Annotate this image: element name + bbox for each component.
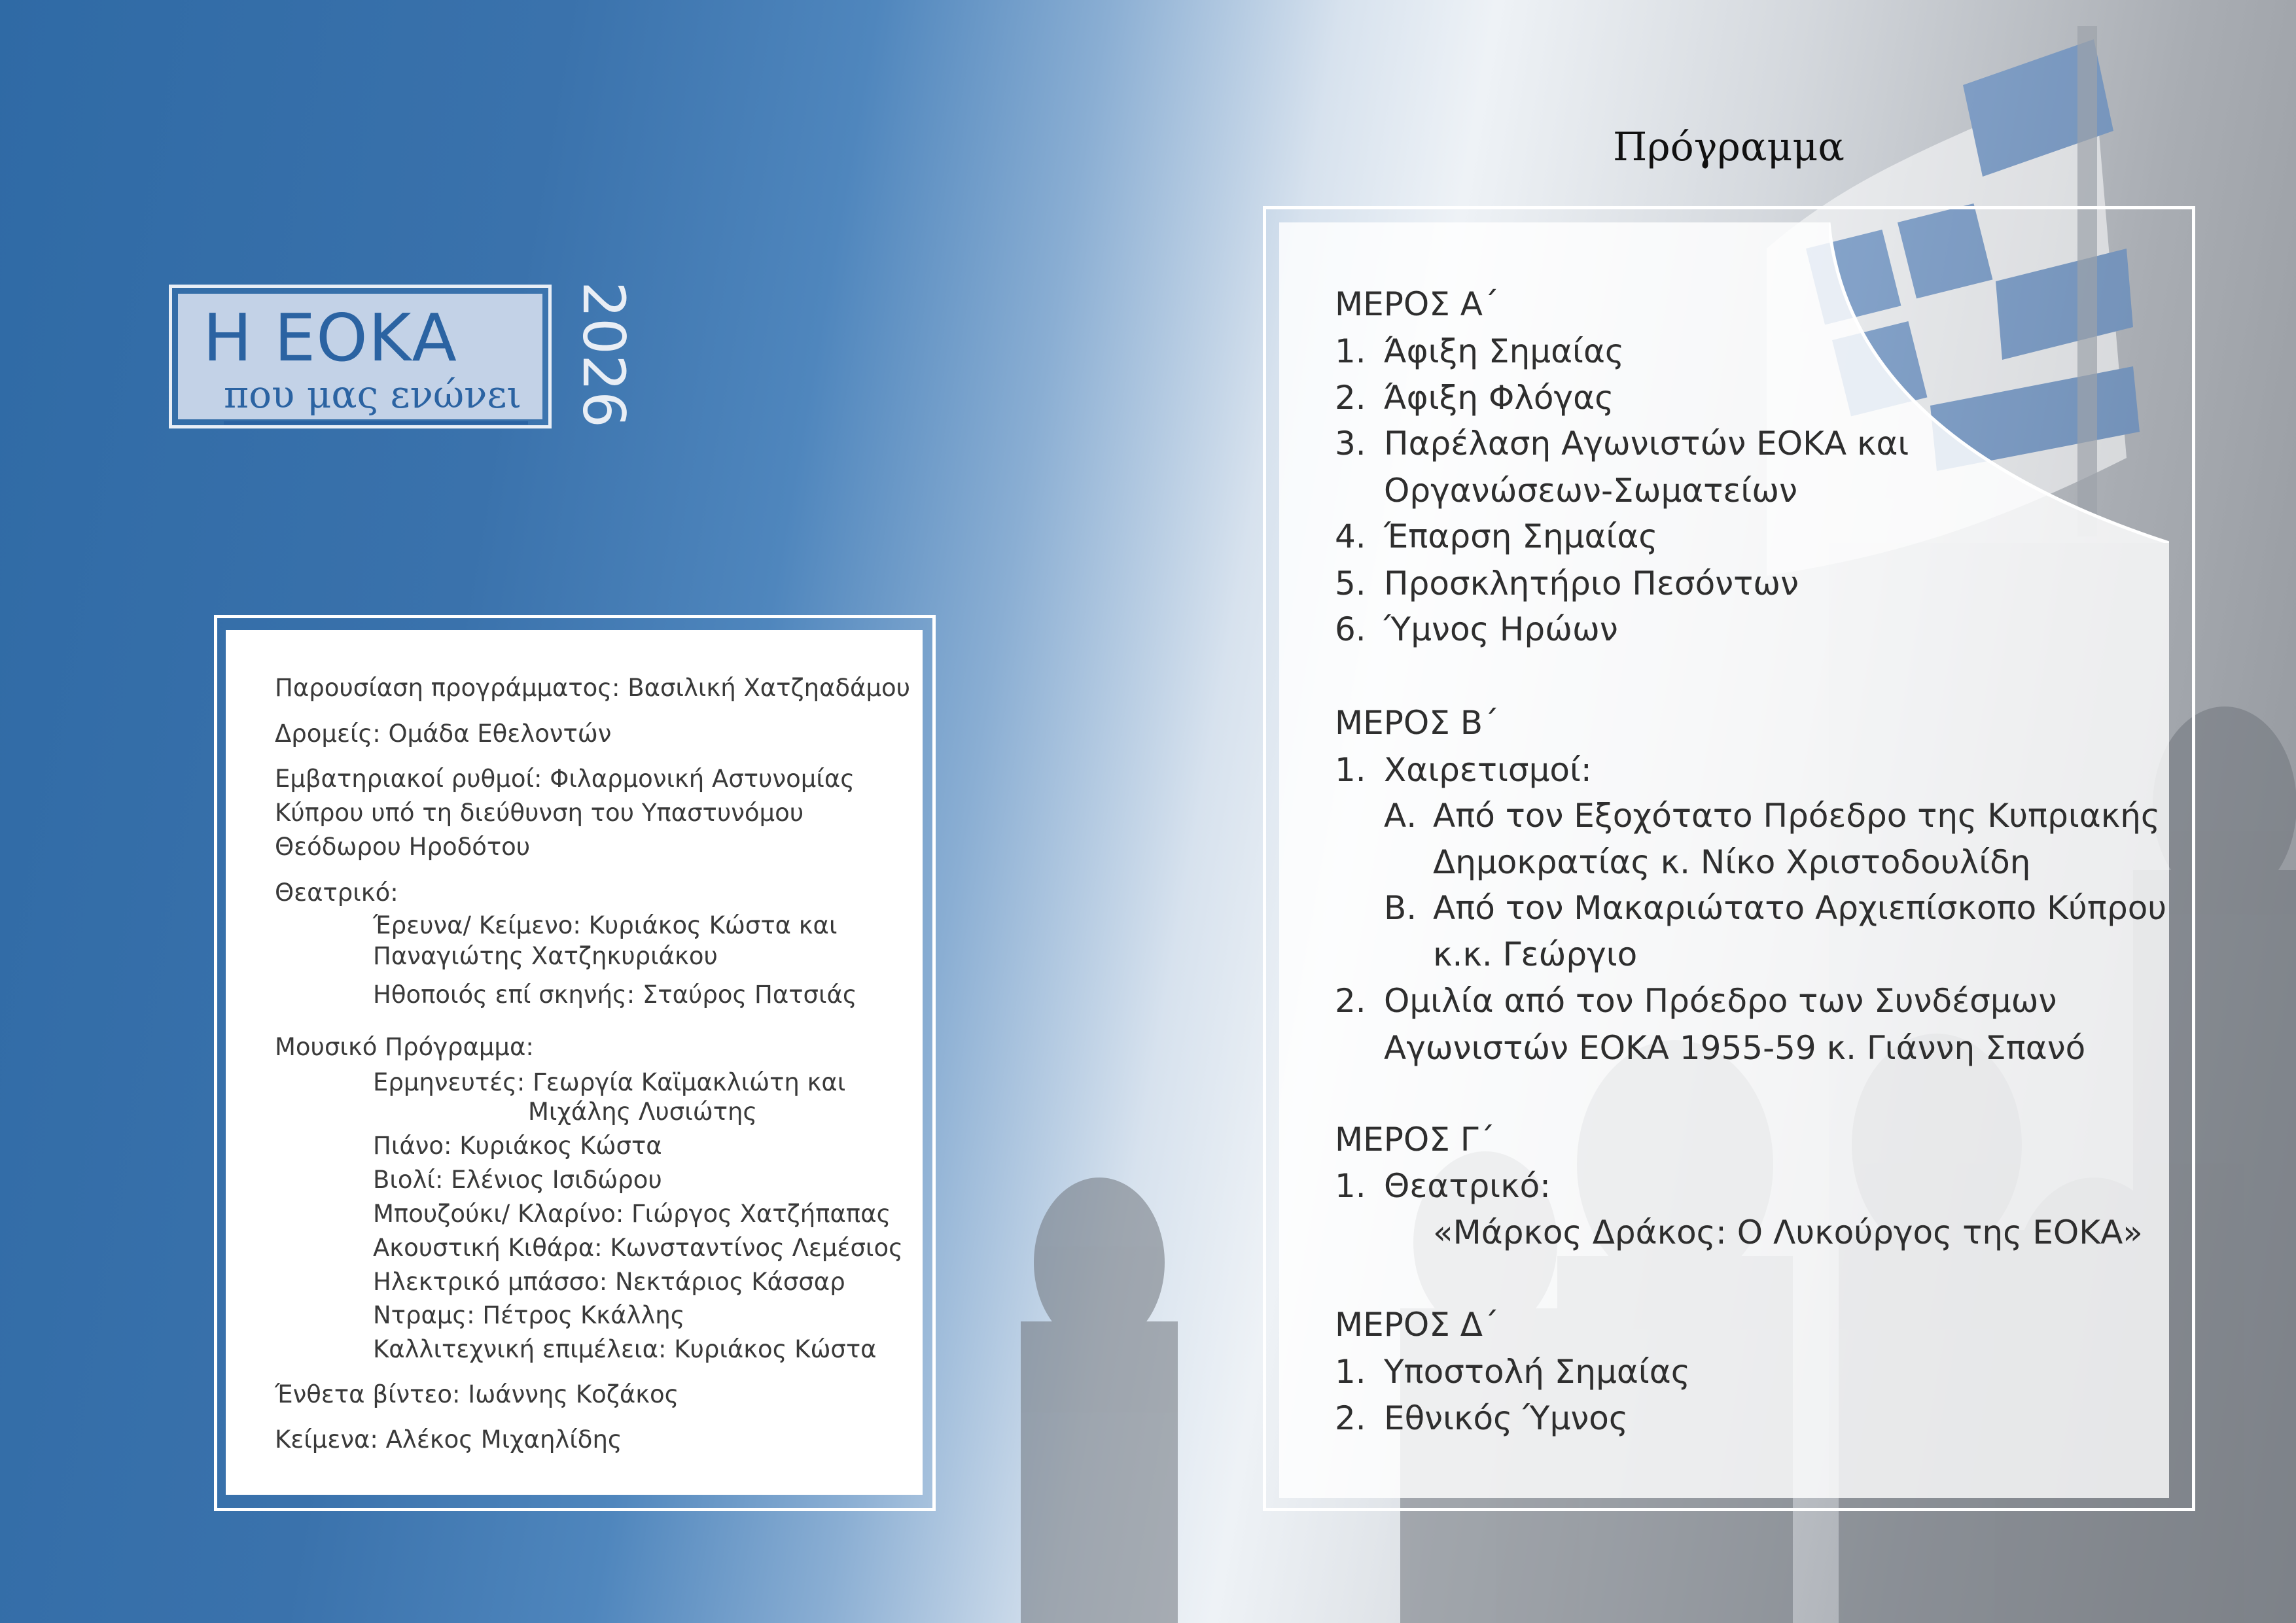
part-b-speech-line2: Αγωνιστών ΕΟΚΑ 1955-59 κ. Γιάννη Σπανό <box>1384 1029 2086 1067</box>
title-logo <box>169 285 552 428</box>
title-main: Η ΕΟΚΑ <box>203 300 457 376</box>
year-label: 2026 <box>570 281 637 428</box>
part-c-label: Θεατρικό: <box>1384 1167 1551 1205</box>
part-b-greeting-b-line2: κ.κ. Γεώργιο <box>1433 935 1638 973</box>
credit-theatre-label: Θεατρικό: <box>275 879 398 907</box>
part-c-play: «Μάρκος Δράκος: Ο Λυκούργος της ΕΟΚΑ» <box>1433 1213 2143 1251</box>
part-a-item-continued: Οργανώσεων-Σωματείων <box>1384 472 1798 510</box>
program-heading: Πρόγραμμα <box>1613 124 1845 170</box>
credit-texts: Κείμενα: Αλέκος Μιχαηλίδης <box>275 1425 622 1454</box>
part-b-greeting-a-line2: Δημοκρατίας κ. Νίκο Χριστοδουλίδη <box>1433 843 2031 881</box>
title-logo-background <box>178 294 542 419</box>
credit-artistic: Καλλιτεχνική επιμέλεια: Κυριάκος Κώστα <box>373 1335 877 1363</box>
part-b-greetings-num: 1. <box>1335 751 1366 789</box>
part-a-item-num: 3. <box>1335 425 1366 462</box>
credit-drums: Ντραμς: Πέτρος Κκάλλης <box>373 1301 685 1329</box>
credit-videos: Ένθετα βίντεο: Ιωάννης Κοζάκος <box>275 1380 679 1408</box>
credit-violin: Βιολί: Ελένιος Ισιδώρου <box>373 1166 662 1194</box>
credit-bouzouki: Μπουζούκι/ Κλαρίνο: Γιώργος Χατζήπαπας <box>373 1200 891 1228</box>
program-panel-lower <box>1829 543 2169 1498</box>
credit-bass: Ηλεκτρικό μπάσσο: Νεκτάριος Κάσσαρ <box>373 1268 845 1296</box>
credit-band-line1: Εμβατηριακοί ρυθμοί: Φιλαρμονική Αστυνομίας <box>275 765 855 793</box>
part-a-item: Παρέλαση Αγωνιστών ΕΟΚΑ και <box>1384 425 1909 462</box>
credit-piano: Πιάνο: Κυριάκος Κώστα <box>373 1132 662 1160</box>
part-d-item-num: 2. <box>1335 1399 1366 1437</box>
title-underline <box>224 421 528 425</box>
part-c-title: ΜΕΡΟΣ Γ΄ <box>1335 1121 1495 1159</box>
part-b-greeting-a-line1: Από τον Εξοχότατο Πρόεδρο της Κυπριακής <box>1433 797 2161 835</box>
part-b-letter-b: Β. <box>1384 889 1417 927</box>
part-b-title: ΜΕΡΟΣ Β΄ <box>1335 704 1500 742</box>
credit-theatre-research-line2: Παναγιώτης Χατζηκυριάκου <box>373 942 718 970</box>
credit-band-line3: Θεόδωρου Ηροδότου <box>275 833 531 861</box>
part-b-speech-line1: Ομιλία από τον Πρόεδρο των Συνδέσμων <box>1384 982 2057 1020</box>
credit-music-label: Μουσικό Πρόγραμμα: <box>275 1033 534 1061</box>
credit-runners: Δρομείς: Ομάδα Εθελοντών <box>275 720 612 748</box>
part-a-item: Προσκλητήριο Πεσόντων <box>1384 565 1799 602</box>
part-a-item: Έπαρση Σημαίας <box>1384 517 1658 555</box>
part-a-item-num: 2. <box>1335 379 1366 417</box>
part-a-item-num: 5. <box>1335 565 1366 602</box>
part-d-item: Υποστολή Σημαίας <box>1384 1353 1691 1391</box>
part-a-item: Άφιξη Φλόγας <box>1384 379 1614 417</box>
part-a-title: ΜΕΡΟΣ Α΄ <box>1335 285 1499 323</box>
credit-band-line2: Κύπρου υπό τη διεύθυνση του Υπαστυνόμου <box>275 799 804 827</box>
title-subtitle: που μας ενώνει <box>224 372 522 417</box>
credit-singers-line1: Ερμηνευτές: Γεωργία Καϊμακλιώτη και <box>373 1068 846 1096</box>
credit-host: Παρουσίαση προγράμματος: Βασιλική Χατζηαδάμου <box>275 674 911 702</box>
part-b-greetings: Χαιρετισμοί: <box>1384 751 1592 789</box>
part-d-item-num: 1. <box>1335 1353 1366 1391</box>
credits-panel <box>226 630 923 1495</box>
part-b-greeting-b-line1: Από τον Μακαριώτατο Αρχιεπίσκοπο Κύπρου <box>1433 889 2167 927</box>
part-b-letter-a: Α. <box>1384 797 1417 835</box>
part-a-item: Άφιξη Σημαίας <box>1384 332 1625 370</box>
part-c-num: 1. <box>1335 1167 1366 1205</box>
part-a-item: Ύμνος Ηρώων <box>1384 610 1618 648</box>
credit-guitar: Ακουστική Κιθάρα: Κωνσταντίνος Λεμέσιος <box>373 1234 903 1262</box>
part-a-item-num: 1. <box>1335 332 1366 370</box>
credit-theatre-actor: Ηθοποιός επί σκηνής: Σταύρος Πατσιάς <box>373 981 857 1009</box>
part-a-item-num: 4. <box>1335 517 1366 555</box>
part-a-item-num: 6. <box>1335 610 1366 648</box>
program-panel-curve <box>1829 222 2169 543</box>
part-d-item: Εθνικός Ύμνος <box>1384 1399 1629 1437</box>
part-b-speech-num: 2. <box>1335 982 1366 1020</box>
part-d-title: ΜΕΡΟΣ Δ΄ <box>1335 1306 1499 1344</box>
credit-singers-line2: Μιχάλης Λυσιώτης <box>528 1098 758 1126</box>
title-year <box>561 281 637 432</box>
credit-theatre-research-line1: Έρευνα/ Κείμενο: Κυριάκος Κώστα και <box>373 911 838 939</box>
